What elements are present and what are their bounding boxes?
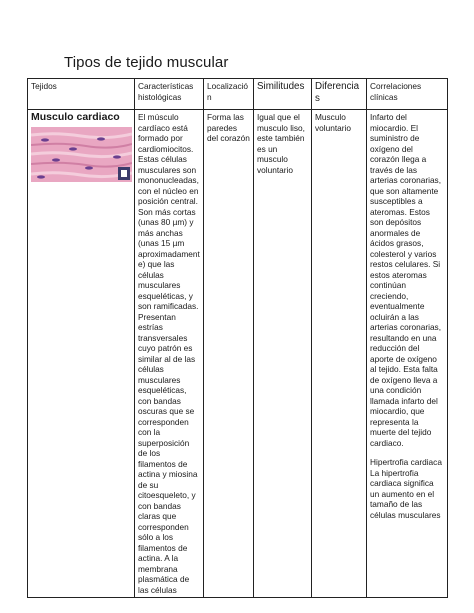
differences-cell [312,110,367,598]
cardiac-muscle-micrograph [31,127,132,182]
characteristics-cell [135,110,204,598]
table-row [28,110,448,598]
header-caracteristicas: Características histológicas [135,79,204,110]
header-diferencias: Diferencias [312,79,367,110]
header-similitudes: Similitudes [254,79,312,110]
similarities-cell [254,110,312,598]
location-cell [204,110,254,598]
muscle-table [27,78,448,598]
clinical-text-hipertrofia: La hipertrofia cardiaca significa un aumento en el tamaño de las células musculares [370,467,441,520]
page-title: Tipos de tejido muscular [64,54,229,71]
similarities-text: Igual que el musculo liso, este también es un musculo voluntario [257,112,308,175]
location-text: Forma las paredes del corazón [207,112,250,143]
clinical-text-infarto: Infarto del miocardio. El suministro de oxígeno del corazón llega a través de las arterias coronarias, que son altamente susceptibles a ateromas. Estos son depósitos anormales de ácidos grasos, colesterol y varios restos celulares. Si estos ateromas continúan creciendo, eventualmente ocluirán a las arterias coronarias, resultando en una reducción del aporte de oxígeno al tejido. Esta falta de oxígeno lleva a una condición llamada infarto del miocardio, que representa la muerte del tejido cardiaco. [370,112,444,448]
header-localizacion: Localización [204,79,254,110]
clinical-title-hipertrofia: Hipertrofia cardiaca [370,457,442,467]
characteristics-text: El músculo cardíaco está formado por cardiomiocitos. Estas células musculares son mononucleadas, con el núcleo en posición central. Son más cortas (unas 80 µm) y más anchas (unas 15 µm aproximadamente) que las células musculares esqueléticas, y son ramificadas. Presentan estrías transversales cuyo patrón es similar al de las células musculares esqueléticas, con bandas oscuras que se corresponden con la superposición de los filamentos de actina y miosina de su citoesqueleto, y con bandas claras que corresponden sólo a los filamentos de actina. A la membrana plasmática de las células [138,112,202,595]
differences-text: Musculo voluntario [315,112,351,133]
header-correlaciones: Correlaciones clínicas [367,79,448,110]
header-tejidos: Tejidos [28,79,135,110]
table-header-row [28,79,448,110]
tissue-name: Musculo cardiaco [31,111,120,123]
tissue-cell [28,110,135,598]
clinical-cell [367,110,448,598]
